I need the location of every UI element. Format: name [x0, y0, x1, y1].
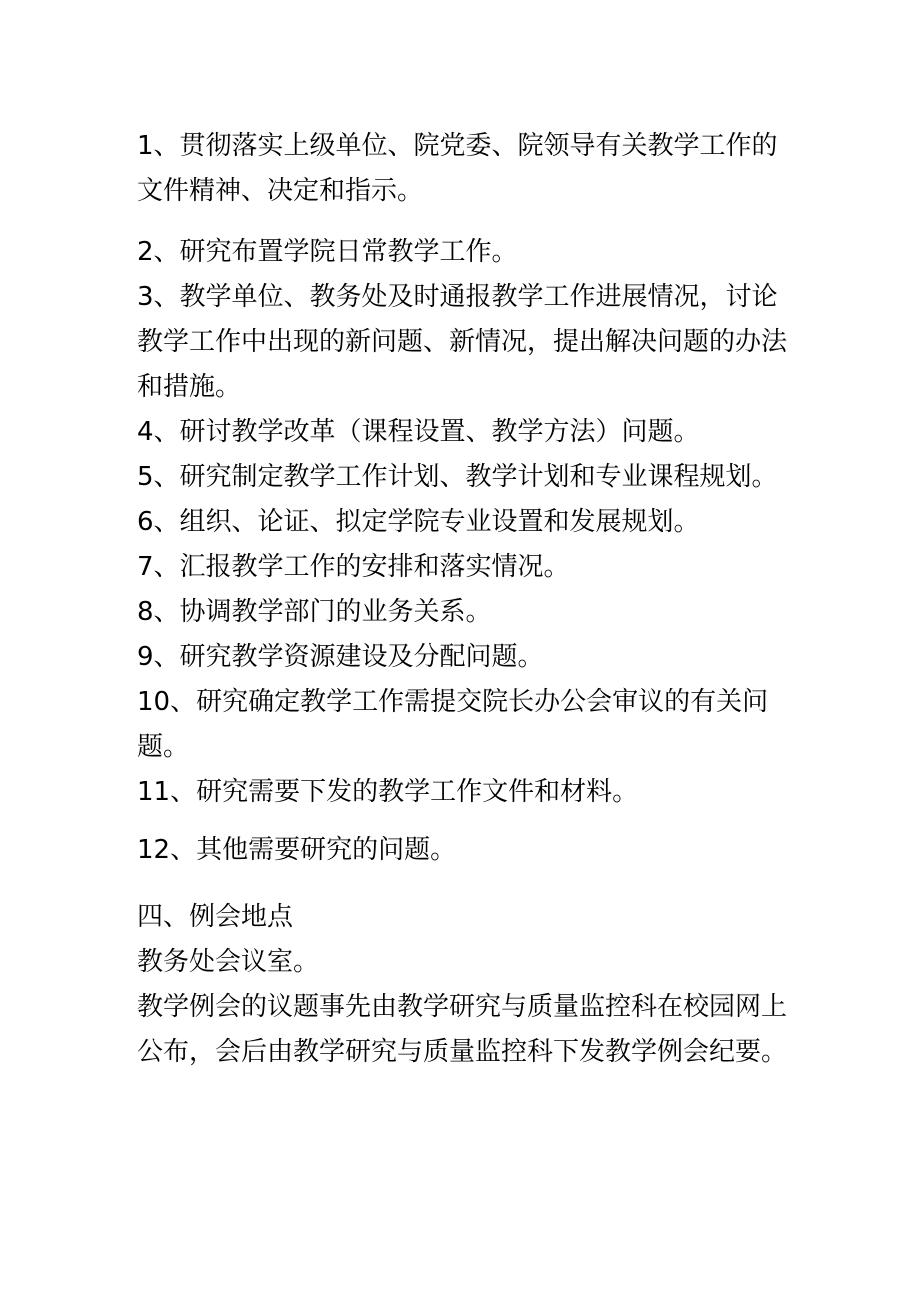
closing-paragraph: 教学例会的议题事先由教学研究与质量监控科在校园网上公布，会后由教学研究与质量监控科下发教学例会纪要。: [137, 992, 788, 1067]
list-item: 6、组织、论证、拟定学院专业设置和发展规划。: [137, 507, 700, 537]
section-heading: 四、例会地点: [137, 902, 294, 932]
list-item: 3、教学单位、教务处及时通报教学工作进展情况，讨论教学工作中出现的新问题、新情况，提出解决问题的办法和措施。: [137, 282, 788, 402]
list-item: 12、其他需要研究的问题。: [137, 835, 457, 865]
list-item: 10、研究确定教学工作需提交院长办公会审议的有关问题。: [137, 687, 769, 762]
list-item: 5、研究制定教学工作计划、教学计划和专业课程规划。: [137, 462, 778, 492]
list-item: 1、贯彻落实上级单位、院党委、院领导有关教学工作的文件精神、决定和指示。: [137, 131, 778, 206]
list-item: 2、研究布置学院日常教学工作。: [137, 237, 518, 267]
list-item: 7、汇报教学工作的安排和落实情况。: [137, 552, 570, 582]
document-body: [137, 124, 787, 1075]
location-text: 教务处会议室。: [137, 947, 320, 977]
list-item: 11、研究需要下发的教学工作文件和材料。: [137, 777, 639, 807]
list-item: 9、研究教学资源建设及分配问题。: [137, 642, 544, 672]
list-item: 8、协调教学部门的业务关系。: [137, 597, 492, 627]
list-item: 4、研讨教学改革（课程设置、教学方法）问题。: [137, 417, 700, 447]
